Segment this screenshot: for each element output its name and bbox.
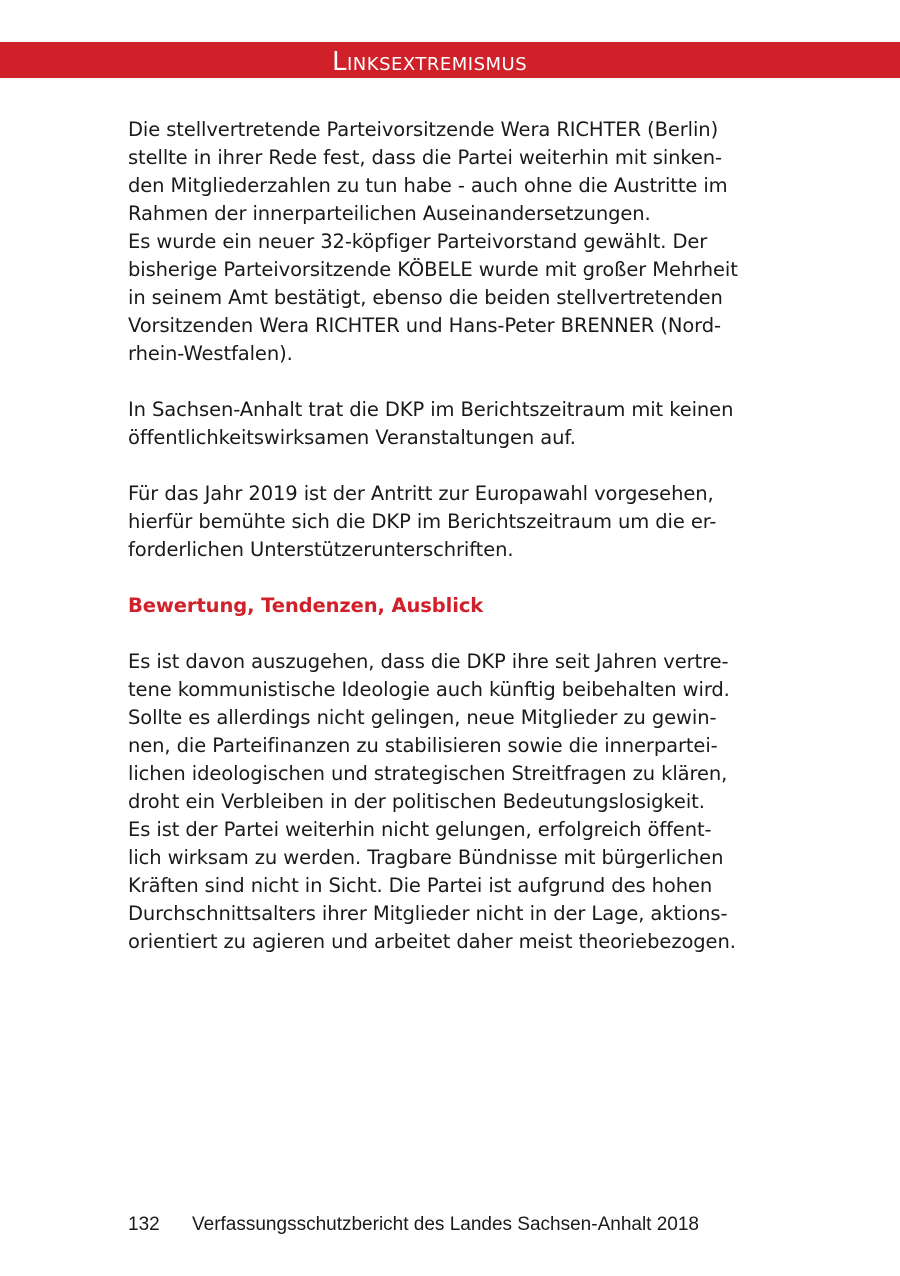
text-line: bisherige Parteivorsitzende KÖBELE wurde mit großer Mehrheit (128, 258, 738, 281)
publication-title: Verfassungsschutzbericht des Landes Sachsen-Anhalt 2018 (192, 1214, 699, 1235)
text-line: Durchschnittsalters ihrer Mitglieder nicht in der Lage, aktions- (128, 902, 728, 925)
text-line: Für das Jahr 2019 ist der Antritt zur Europawahl vorgesehen, (128, 482, 714, 505)
paragraph-europawahl (128, 480, 788, 564)
text-line: Die stellvertretende Parteivorsitzende Wera RICHTER (Berlin) (128, 118, 719, 141)
text-line: Rahmen der innerparteilichen Auseinandersetzungen. (128, 202, 651, 225)
page-number: 132 (128, 1214, 160, 1235)
paragraph-spacer (128, 368, 788, 396)
chapter-title: Linksextremismus (332, 47, 528, 77)
text-line: droht ein Verbleiben in der politischen Bedeutungslosigkeit. (128, 790, 705, 813)
chapter-header-bar (0, 42, 900, 78)
text-line: Es ist der Partei weiterhin nicht gelungen, erfolgreich öffent- (128, 818, 712, 841)
text-line: nen, die Parteifinanzen zu stabilisieren sowie die innerpartei- (128, 734, 718, 757)
section-heading: Bewertung, Tendenzen, Ausblick (128, 594, 484, 617)
text-line: Sollte es allerdings nicht gelingen, neue Mitglieder zu gewin- (128, 706, 717, 729)
text-line: den Mitgliederzahlen zu tun habe - auch ohne die Austritte im (128, 174, 728, 197)
text-line: in seinem Amt bestätigt, ebenso die beiden stellvertretenden (128, 286, 723, 309)
paragraph-assessment (128, 648, 788, 956)
text-line: öffentlichkeitswirksamen Veranstaltungen auf. (128, 426, 576, 449)
paragraph-spacer (128, 564, 788, 592)
text-line: In Sachsen-Anhalt trat die DKP im Berichtszeitraum mit keinen (128, 398, 734, 421)
text-line: tene kommunistische Ideologie auch künftig beibehalten wird. (128, 678, 730, 701)
page-content (128, 116, 788, 956)
paragraph-spacer (128, 452, 788, 480)
paragraph-sachsen-anhalt (128, 396, 788, 452)
text-line: orientiert zu agieren und arbeitet daher meist theoriebezogen. (128, 930, 736, 953)
text-line: lichen ideologischen und strategischen Streitfragen zu klären, (128, 762, 728, 785)
text-line: hierfür bemühte sich die DKP im Berichtszeitraum um die er- (128, 510, 717, 533)
paragraph-spacer (128, 620, 788, 648)
text-line: lich wirksam zu werden. Tragbare Bündnisse mit bürgerlichen (128, 846, 724, 869)
text-line: Es ist davon auszugehen, dass die DKP ihre seit Jahren vertre- (128, 650, 729, 673)
text-line: Vorsitzenden Wera RICHTER und Hans-Peter BRENNER (Nord- (128, 314, 721, 337)
text-line: Es wurde ein neuer 32-köpfiger Parteivorstand gewählt. Der (128, 230, 708, 253)
page-footer (128, 1212, 699, 1238)
text-line: stellte in ihrer Rede fest, dass die Partei weiterhin mit sinken- (128, 146, 722, 169)
paragraph-party-congress (128, 116, 788, 368)
text-line: Kräften sind nicht in Sicht. Die Partei ist aufgrund des hohen (128, 874, 713, 897)
text-line: rhein-Westfalen). (128, 342, 293, 365)
text-line: forderlichen Unterstützerunterschriften. (128, 538, 514, 561)
